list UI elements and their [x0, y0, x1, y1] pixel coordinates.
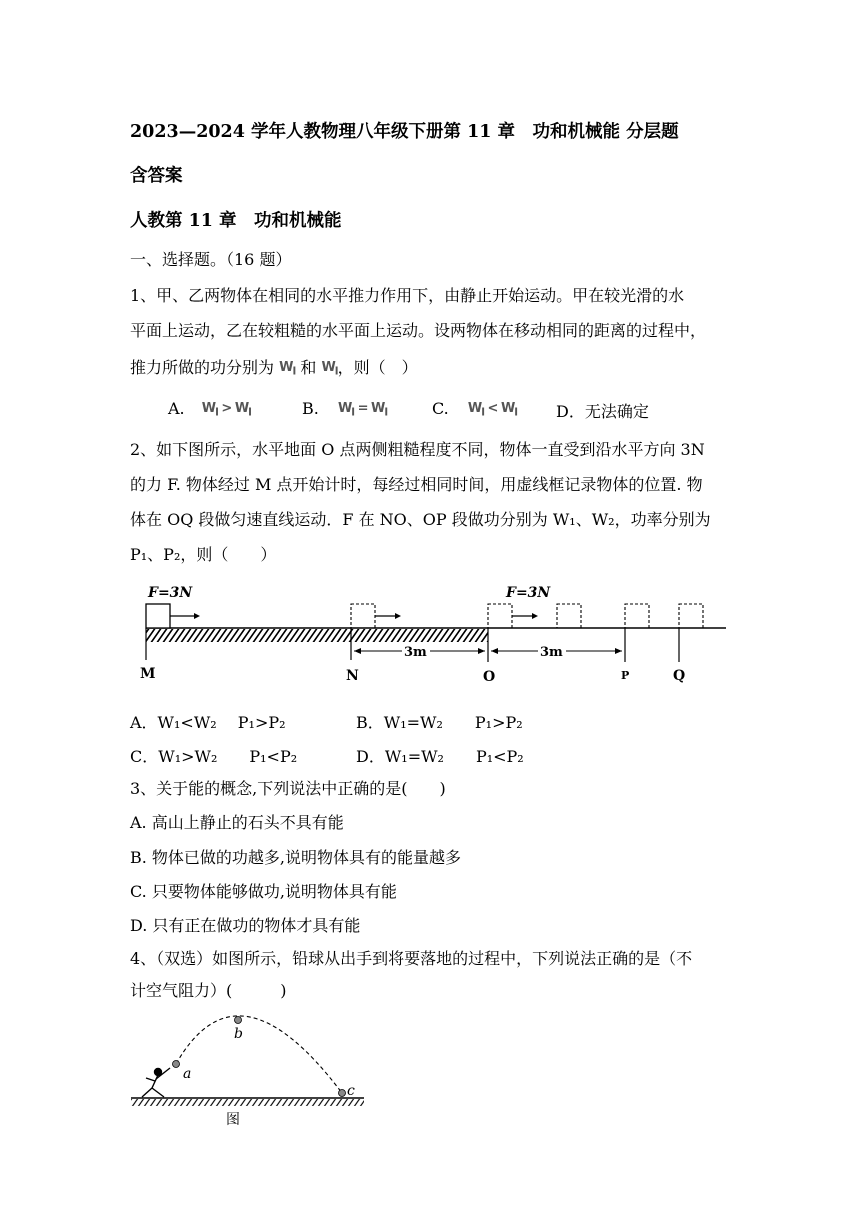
q3-option-c: C. 只要物体能够做功,说明物体具有能	[130, 882, 397, 901]
q1-rel-c: <	[487, 401, 498, 416]
point-label-m: M	[140, 666, 156, 682]
q2-line-2: 的力 F. 物体经过 M 点开始计时，每经过相同时间，用虚线框记录物体的位置. 物	[130, 475, 703, 494]
force-label-2: F=3N	[506, 585, 551, 601]
q2-line-3: 体在 OQ 段做匀速直线运动．F 在 NO、OP 段做功分别为 W₁、W₂，功率分别为	[130, 510, 711, 529]
distance-label-1: 3m	[404, 645, 427, 660]
q1-option-b-label: B.	[302, 399, 319, 418]
distance-label-2: 3m	[540, 645, 563, 660]
w1-symbol-icon: $W_l$	[279, 360, 296, 378]
q2-line-4: P₁、P₂，则（ ）	[130, 545, 277, 564]
q2-option-c: C．W₁>W₂ P₁<P₂	[130, 747, 298, 766]
q2-option-d: D．W₁=W₂ P₁<P₂	[356, 747, 524, 766]
q1-line-3-end: ，则（ ）	[337, 358, 418, 377]
shot-ball-c	[339, 1090, 346, 1097]
figure-caption: 图	[226, 1112, 240, 1128]
title-line-2: 含答案	[130, 166, 183, 186]
force-label-1: F=3N	[148, 585, 193, 601]
q4-line-2: 计空气阻力）( )	[130, 981, 287, 1000]
chapter-subtitle: 人教第 11 章 功和机械能	[130, 211, 342, 231]
ground-hatching	[131, 1099, 364, 1106]
q1-option-a-label: A.	[168, 399, 185, 418]
q1-line-1: 1、甲、乙两物体在相同的水平推力作用下，由静止开始运动。甲在较光滑的水	[130, 286, 685, 305]
q1-option-d: D．无法确定	[556, 402, 649, 421]
shot-ball-a	[173, 1061, 180, 1068]
q2-option-b: B．W₁=W₂ P₁>P₂	[356, 713, 523, 732]
q3-option-b: B. 物体已做的功越多,说明物体具有的能量越多	[130, 848, 462, 867]
q1-rel-a: >	[221, 401, 232, 416]
w-compare-icon: $W_l > W_l$	[201, 401, 251, 419]
thrower-figure	[142, 1068, 170, 1097]
point-label-p: P	[621, 669, 630, 682]
q1-and: 和	[300, 358, 317, 377]
q4-line-1: 4、（双选）如图所示，铅球从出手到将要落地的过程中，下列说法正确的是（不	[130, 949, 693, 968]
w2-symbol-icon: $W_l$	[321, 360, 338, 378]
q2-option-a: A．W₁<W₂ P₁>P₂	[130, 713, 286, 732]
q1-rel-b: =	[357, 401, 368, 416]
label-c: c	[347, 1083, 355, 1099]
point-label-n: N	[346, 668, 359, 684]
title-line-1: 2023—2024 学年人教物理八年级下册第 11 章 功和机械能 分层题	[130, 122, 679, 142]
q3-stem: 3、关于能的概念,下列说法中正确的是( )	[130, 779, 446, 798]
q3-option-d: D. 只有正在做功的物体才具有能	[130, 916, 361, 935]
shot-ball-b	[235, 1017, 242, 1024]
w-compare-icon: $W_l = W_l$	[337, 401, 388, 419]
section-heading: 一、选择题。（16 题）	[130, 250, 292, 269]
point-label-o: O	[483, 669, 496, 685]
point-label-q: Q	[673, 668, 686, 684]
w-compare-icon: $W_l < W_l$	[467, 401, 518, 419]
label-a: a	[183, 1066, 192, 1082]
trajectory-path	[176, 1016, 342, 1093]
q1-line-2: 平面上运动，乙在较粗糙的水平面上运动。设两物体在移动相同的距离的过程中，	[130, 321, 707, 340]
label-b: b	[234, 1026, 243, 1042]
q2-line-1: 2、如下图所示，水平地面 O 点两侧粗糙程度不同，物体一直受到沿水平方向 3N	[130, 440, 705, 459]
q1-option-c-label: C.	[432, 399, 449, 418]
q1-line-3-text: 推力所做的功分别为	[130, 358, 275, 377]
q3-option-a: A. 高山上静止的石头不具有能	[130, 813, 344, 832]
